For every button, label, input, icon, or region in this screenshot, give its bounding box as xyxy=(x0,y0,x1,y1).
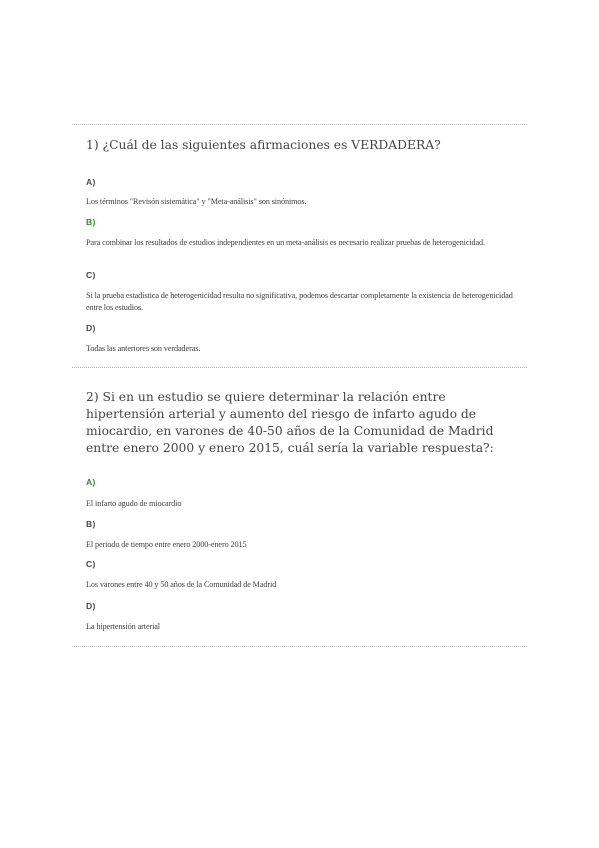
question-2-option-d-text: La hipertensión arterial xyxy=(86,622,160,631)
question-2-option-a-label: A) xyxy=(86,477,96,487)
question-2-option-c-text: Los varones entre 40 y 50 años de la Comunidad de Madrid xyxy=(86,580,277,589)
question-2-prompt: 2) Si en un estudio se quiere determinar la relación entre hipertensión arterial y aumento del riesgo de infarto agudo de miocardio, en varones de 40-50 años de la Comunidad de Madrid entre enero 2000 y enero 2015, cuál sería la variable respuesta?: xyxy=(86,390,494,455)
divider-bottom xyxy=(72,646,527,647)
question-2-option-b-text: El periodo de tiempo entre enero 2000-enero 2015 xyxy=(86,540,247,549)
question-2-option-c-label: C) xyxy=(86,559,96,569)
question-1-option-a-label: A) xyxy=(86,177,96,187)
question-2-option-a-text: El infarto agudo de miocardio xyxy=(86,499,182,508)
question-1-option-d-text: Todas las anteriores son verdaderas. xyxy=(86,344,201,353)
divider-middle xyxy=(72,367,527,368)
question-1-option-c-label: C) xyxy=(86,270,96,280)
divider-top xyxy=(72,124,527,125)
question-1-prompt: 1) ¿Cuál de las siguientes afirmaciones es VERDADERA? xyxy=(86,138,441,152)
question-2-option-d-label: D) xyxy=(86,601,96,611)
question-1-option-c-text: Si la prueba estadística de heterogenicidad resulta no significativa, podemos descartar completamente la existencia de heterogenicidad entre los estudios. xyxy=(86,291,513,312)
question-1-option-b-label: B) xyxy=(86,217,96,227)
question-1-option-d-label: D) xyxy=(86,323,96,333)
question-1-option-a-text: Los términos "Revisón sistemática" y "Meta-análisis" son sinónimos. xyxy=(86,197,307,206)
question-1-option-b-text: Para combinar los resultados de estudios independientes en un meta-análisis es necesario realizar pruebas de heterogenicidad. xyxy=(86,238,485,247)
question-2-option-b-label: B) xyxy=(86,519,96,529)
